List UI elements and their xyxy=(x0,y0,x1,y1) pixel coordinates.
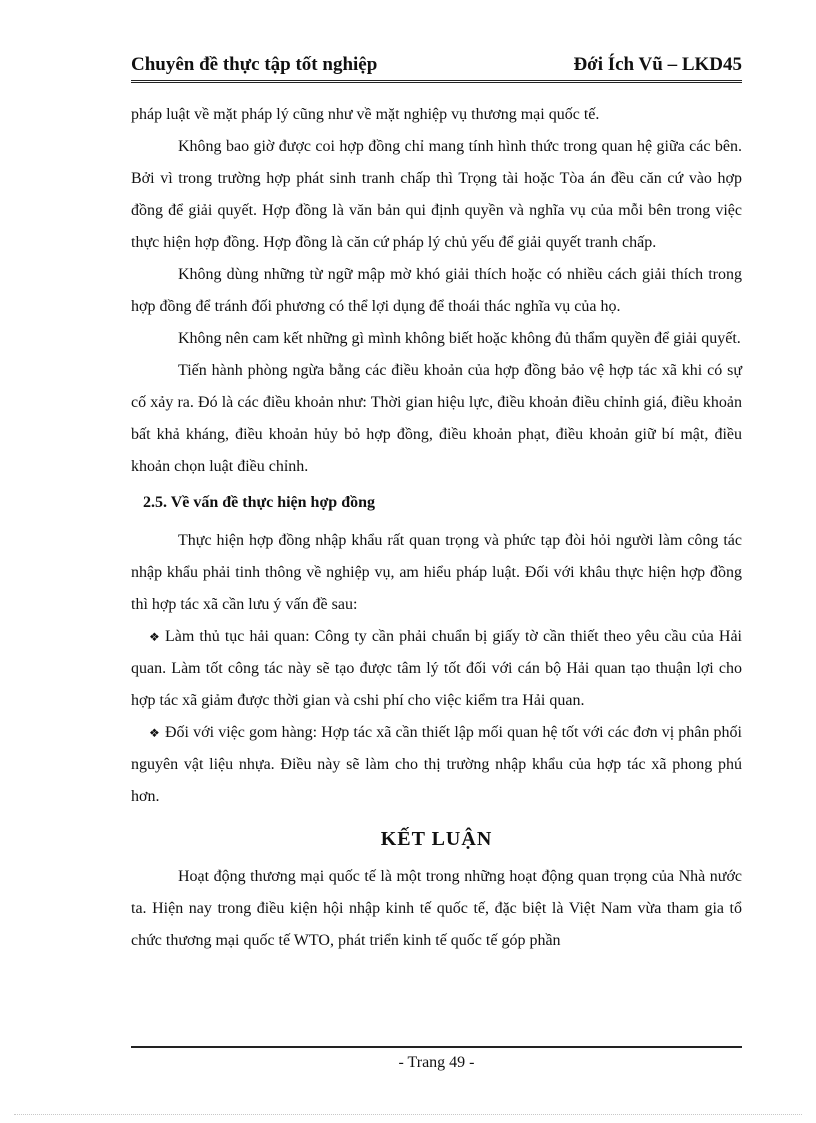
diamond-bullet-icon: ❖ xyxy=(149,630,160,644)
bullet-text: Đối với việc gom hàng: Hợp tác xã cần thiết lập mối quan hệ tốt với các đơn vị phân phối nguyên vật liệu nhựa. Điều này sẽ làm cho thị trường nhập khẩu của hợp tác xã phong phú hơn. xyxy=(131,724,742,805)
section-heading: 2.5. Về vấn đề thực hiện hợp đồng xyxy=(143,494,375,511)
paragraph: Không nên cam kết những gì mình không biết hoặc không đủ thẩm quyền để giải quyết. xyxy=(178,330,741,347)
page-header xyxy=(131,50,742,83)
paragraph-continued: pháp luật về mặt pháp lý cũng như về mặt nghiệp vụ thương mại quốc tế. xyxy=(131,106,600,123)
conclusion-title: KẾT LUẬN xyxy=(380,828,493,850)
header-author: Đới Ích Vũ – LKD45 xyxy=(573,54,742,75)
section-intro: Thực hiện hợp đồng nhập khẩu rất quan trọng và phức tạp đòi hỏi người làm công tác nhập khẩu phải tinh thông về nghiệp vụ, am hiểu pháp luật. Đối với khâu thực hiện hợp đồng thì hợp tác xã cần lưu ý vấn đề sau: xyxy=(131,532,742,613)
header-title: Chuyên đề thực tập tốt nghiệp xyxy=(131,54,378,75)
paragraph: Không bao giờ được coi hợp đồng chỉ mang tính hình thức trong quan hệ giữa các bên. Bởi vì trong trường hợp phát sinh tranh chấp thì Trọng tài hoặc Tòa án đều căn cứ vào hợp đồng để giải quyết. Hợp đồng là văn bản qui định quyền và nghĩa vụ của mỗi bên trong việc thực hiện hợp đồng. Hợp đồng là căn cứ pháp lý chủ yếu để giải quyết tranh chấp. xyxy=(131,138,742,251)
bullet-item xyxy=(131,717,742,813)
page-bottom-edge xyxy=(14,1114,802,1115)
page-number: - Trang 49 - xyxy=(398,1054,475,1071)
page-body xyxy=(131,99,742,957)
paragraph: Tiến hành phòng ngừa bằng các điều khoản của hợp đồng bảo vệ hợp tác xã khi có sự cố xảy ra. Đó là các điều khoản như: Thời gian hiệu lực, điều khoản điều chỉnh giá, điều khoản bất khả kháng, điều khoản hủy bỏ hợp đồng, điều khoản phạt, điều khoản giữ bí mật, điều khoản chọn luật điều chỉnh. xyxy=(131,362,742,475)
bullet-item xyxy=(131,621,742,717)
bullet-text: Làm thủ tục hải quan: Công ty cần phải chuẩn bị giấy tờ cần thiết theo yêu cầu của Hải quan. Làm tốt công tác này sẽ tạo được tâm lý tốt đối với cán bộ Hải quan tạo thuận lợi cho hợp tác xã giảm được thời gian và cshi phí cho việc kiểm tra Hải quan. xyxy=(131,628,742,709)
paragraph: Không dùng những từ ngữ mập mờ khó giải thích hoặc có nhiều cách giải thích trong hợp đồng để tránh đối phương có thể lợi dụng để thoái thác nghĩa vụ của họ. xyxy=(131,266,742,315)
conclusion-text: Hoạt động thương mại quốc tế là một trong những hoạt động quan trọng của Nhà nước ta. Hiện nay trong điều kiện hội nhập kinh tế quốc tế, đặc biệt là Việt Nam vừa tham gia tổ chức thương mại quốc tế WTO, phát triển kinh tế quốc tế góp phần xyxy=(131,868,742,949)
diamond-bullet-icon: ❖ xyxy=(149,726,160,740)
footer-divider xyxy=(131,1046,742,1048)
